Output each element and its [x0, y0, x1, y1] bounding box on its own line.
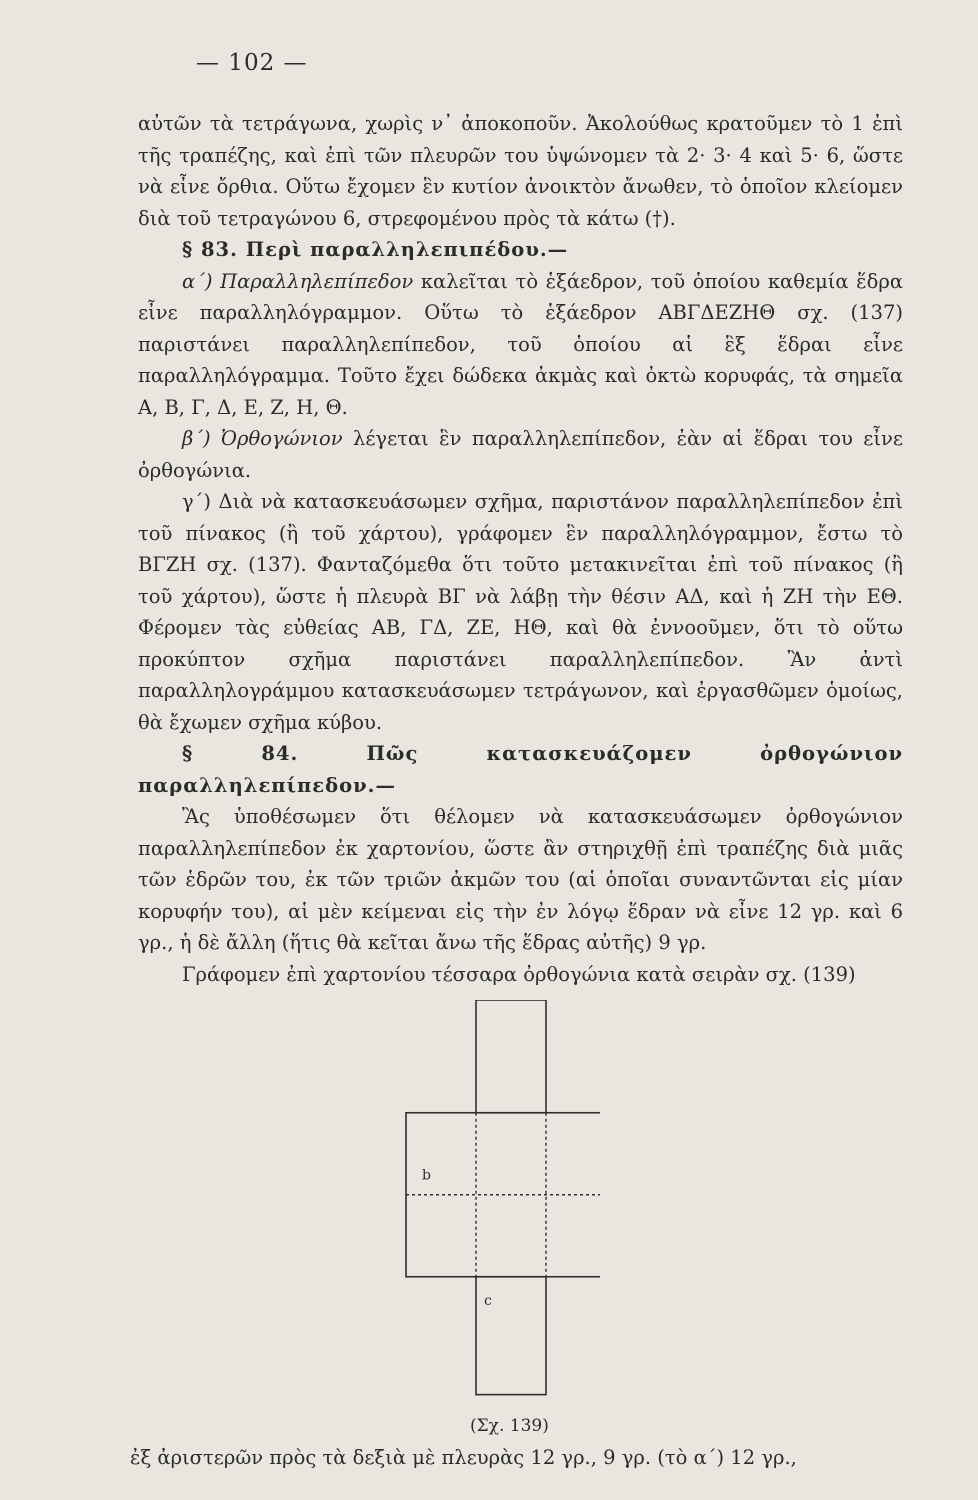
section-83-c: γ΄) Διὰ νὰ κατασκευάσωμεν σχῆμα, παριστάνον παραλληλεπίπεδον ἐπὶ τοῦ πίνακος (ἢ τοῦ χάρτου), γράφομεν ἓν παραλληλόγραμμον, ἔστω τὸ ΒΓΖΗ σχ. (137). Φανταζόμεθα ὅτι τοῦτο μετακινεῖται ἐπὶ τοῦ πίνακος (ἢ τοῦ χάρτου), ὥστε ἡ πλευρὰ ΒΓ νὰ λάβῃ τὴν θέσιν ΑΔ, καὶ ἡ ΖΗ τὴν ΕΘ. Φέρομεν τὰς εὐθείας ΑΒ, ΓΔ, ΖΕ, ΗΘ, καὶ θὰ ἐννοοῦμεν, ὅτι τὸ οὕτω προκύπτον σχῆμα παριστάνει παραλληλεπίπεδον. Ἂν ἀντὶ παραλληλογράμμου κατασκευάσωμεν τετράγωνον, καὶ ἐργασθῶμεν ὁμοίως, θὰ ἔχωμεν σχῆμα κύβου.: [138, 490, 903, 734]
section-83-title: § 83. Περὶ παραλληλεπιπέδου.—: [182, 238, 569, 261]
figure-caption: (Σχ. 139): [470, 1416, 549, 1436]
page-number: — 102 —: [196, 50, 308, 76]
section-84-title: § 84. Πῶς κατασκευάζομεν ὀρθογώνιον παραλληλεπίπεδον.—: [138, 742, 903, 797]
section-83-heading: [138, 234, 903, 266]
section-83-b: [138, 423, 903, 486]
section-84-p2: Γράφομεν ἐπὶ χαρτονίου τέσσαρα ὀρθογώνια κατὰ σειρὰν σχ. (139): [182, 962, 856, 986]
term-parallelepiped: α΄) Παραλληλεπίπεδον: [182, 269, 414, 293]
net-label-c: c: [484, 1292, 492, 1309]
section-84-heading: [138, 738, 903, 801]
section-84-p1: Ἂς ὑποθέσωμεν ὅτι θέλομεν νὰ κατασκευάσωμεν ὀρθογώνιον παραλληλεπίπεδον ἐκ χαρτονίου, ὥστε ἂν στηριχθῇ ἐπὶ τραπέζης διὰ μιᾶς τῶν ἑδρῶν του, ἐκ τῶν τριῶν ἀκμῶν του (αἱ ὁποῖαι συναντῶνται εἰς μίαν κορυφήν του), αἱ μὲν κείμεναι εἰς τὴν ἐν λόγῳ ἕδραν νὰ εἶνε 12 γρ. καὶ 6 γρ., ἡ δὲ ἄλλη (ἥτις θὰ κεῖται ἄνω τῆς ἕδρας αὐτῆς) 9 γρ.: [138, 805, 903, 954]
net-label-b: b: [422, 1167, 431, 1184]
section-83-b-text: λέγεται ἓν παραλληλεπίπεδον, ἐὰν αἱ ἕδραι του εἶνε ὀρθογώνια.: [138, 427, 903, 482]
section-83-a-text: καλεῖται τὸ ἑξάεδρον, τοῦ ὁποίου καθεμία ἕδρα εἶνε παραλληλόγραμμον. Οὕτω τὸ ἑξάεδρον ΑΒΓΔΕΖΗΘ σχ. (137) παριστάνει παραλληλεπίπεδον, τοῦ ὁποίου αἱ ἓξ ἕδραι εἶνε παραλληλόγραμμα. Τοῦτο ἔχει δώδεκα ἀκμὰς καὶ ὀκτὼ κορυφάς, τὰ σημεῖα Α, Β, Γ, Δ, Ε, Ζ, Η, Θ.: [138, 269, 903, 419]
section-83-a: [138, 266, 903, 424]
term-orthogonal: β΄) Ὀρθογώνιον: [182, 427, 343, 450]
continuation-line: ἐξ ἀριστερῶν πρὸς τὰ δεξιὰ μὲ πλευρὰς 12 γρ., 9 γρ. (τὸ α΄) 12 γρ.,: [130, 1446, 797, 1469]
page-body: [138, 108, 903, 990]
paragraph-continuation: αὐτῶν τὰ τετράγωνα, χωρὶς ν᾿ ἀποκοποῦν. Ἀκολούθως κρατοῦμεν τὸ 1 ἐπὶ τῆς τραπέζης, καὶ ἐπὶ τῶν πλευρῶν του ὑψώνομεν τὰ 2· 3· 4 καὶ 5· 6, ὥστε νὰ εἶνε ὄρθια. Οὕτω ἔχομεν ἓν κυτίον ἀνοικτὸν ἄνωθεν, τὸ ὁποῖον κλείομεν διὰ τοῦ τετραγώνου 6, στρεφομένου πρὸς τὰ κάτω (†).: [138, 112, 903, 230]
